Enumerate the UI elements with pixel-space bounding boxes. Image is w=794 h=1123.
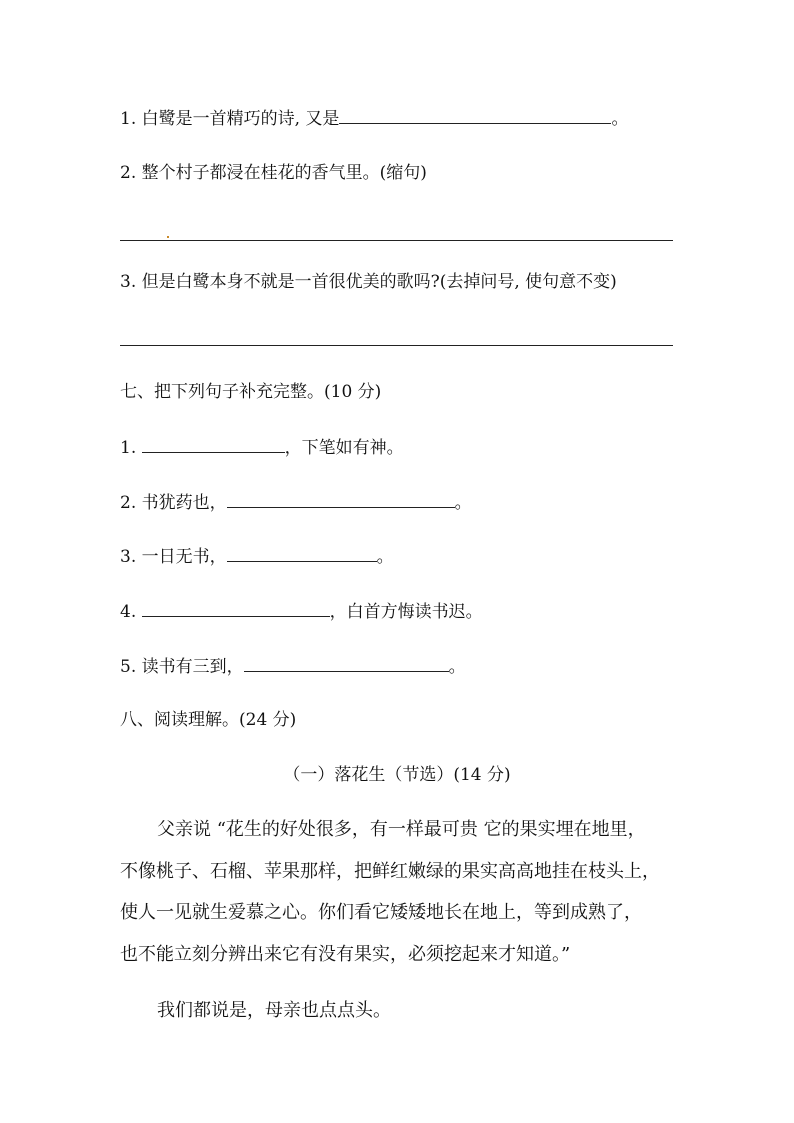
answer-blank[interactable] — [142, 436, 285, 453]
item-prefix: 5. 读书有三到， — [120, 657, 244, 677]
answer-blank[interactable] — [227, 491, 455, 508]
section-7-heading: 七、把下列句子补充完整。(10 分) — [120, 382, 382, 402]
item-prefix: 4. — [120, 602, 142, 622]
fill-item-1 — [120, 436, 404, 459]
answer-blank[interactable] — [227, 545, 377, 562]
item-suffix: 。 — [376, 547, 394, 567]
passage-line: 也不能立刻分辨出来它有没有果实，必须挖起来才知道。” — [120, 944, 571, 965]
question-end: 。 — [611, 109, 629, 129]
answer-blank[interactable] — [244, 655, 449, 672]
fill-item-2 — [120, 491, 472, 514]
question-text: 3. 但是白鹭本身不就是一首很优美的歌吗?(去掉问号, 使句意不变) — [120, 272, 617, 292]
passage-paragraph-2: 我们都说是，母亲也点点头。 — [157, 1000, 391, 1021]
question-6-3 — [120, 271, 617, 293]
passage-line: 父亲说 “花生的好处很多，有一样最可贵 它的果实埋在地里， — [157, 819, 646, 840]
item-prefix: 1. — [120, 438, 142, 458]
passage-line: 不像桃子、石榴、苹果那样，把鲜红嫩绿的果实高高地挂在枝头上， — [120, 861, 660, 882]
answer-blank[interactable] — [339, 107, 611, 124]
item-prefix: 3. 一日无书， — [120, 547, 227, 567]
question-text: 2. 整个村子都浸在桂花的香气里。(缩句) — [120, 163, 427, 183]
fill-item-4 — [120, 600, 483, 623]
passage-title: （一）落花生（节选）(14 分) — [283, 765, 511, 785]
fill-item-5 — [120, 655, 466, 678]
item-suffix: ，白首方悔读书迟。 — [329, 602, 483, 622]
ink-speck — [167, 236, 169, 238]
answer-blank[interactable] — [142, 600, 330, 617]
item-prefix: 2. 书犹药也， — [120, 493, 227, 513]
fill-item-3 — [120, 545, 394, 568]
item-suffix: 。 — [448, 657, 466, 677]
question-text: 1. 白鹭是一首精巧的诗, 又是 — [120, 109, 340, 129]
question-6-2 — [120, 162, 427, 184]
section-8-heading: 八、阅读理解。(24 分) — [120, 710, 297, 730]
answer-line[interactable] — [120, 240, 673, 241]
passage-line: 使人一见就生爱慕之心。你们看它矮矮地长在地上，等到成熟了， — [120, 902, 642, 923]
answer-line[interactable] — [120, 345, 673, 346]
question-6-1 — [120, 107, 628, 130]
item-suffix: 。 — [454, 493, 472, 513]
item-suffix: ，下笔如有神。 — [284, 438, 404, 458]
